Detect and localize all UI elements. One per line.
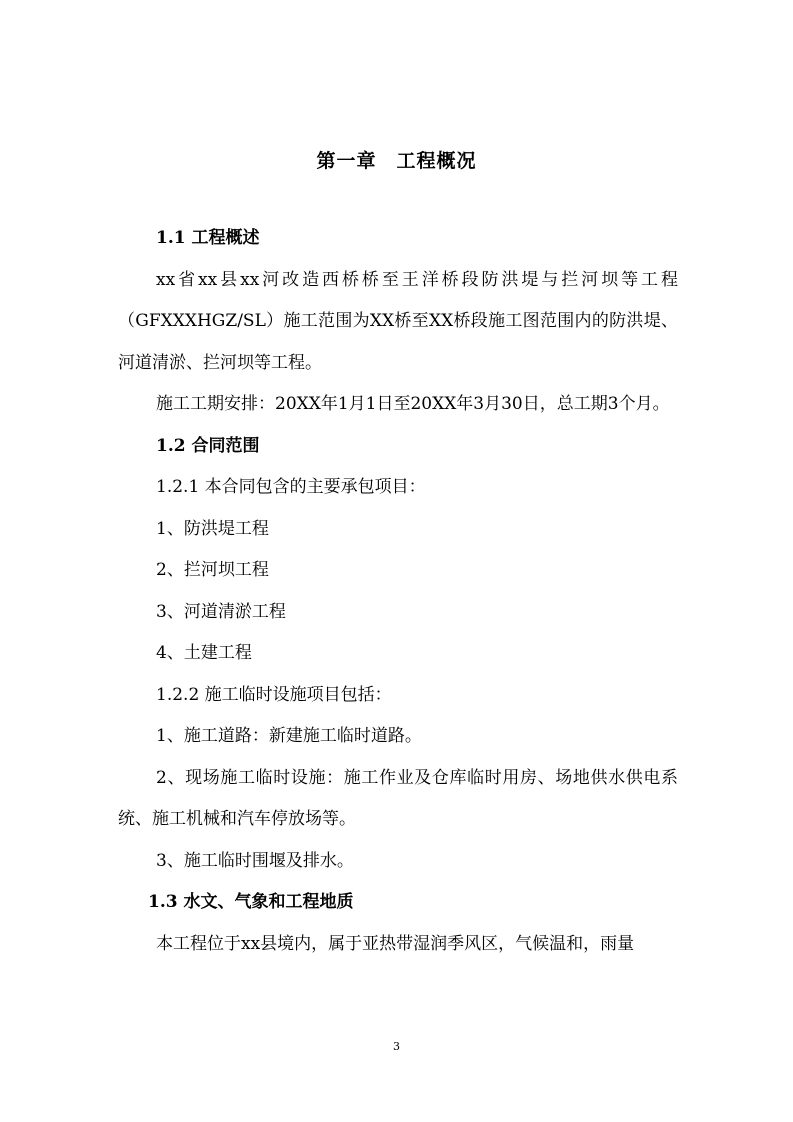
list-item: 3、施工临时围堰及排水。 <box>156 850 354 871</box>
section-heading-1-2: 1.2 合同范围 <box>156 435 260 456</box>
paragraph-project-overview: xx省xx县xx河改造西桥桥至王洋桥段防洪堤与拦河坝等工程（GFXXXHGZ/SL）施工范围为XX桥至XX桥段施工图范围内的防洪堤、河道清淤、拦河坝等工程。 <box>118 269 678 373</box>
list-item: 2、现场施工临时设施：施工作业及仓库临时用房、场地供水供电系统、施工机械和汽车停放场等。 <box>118 767 678 829</box>
list-item: 2、拦河坝工程 <box>156 560 269 580</box>
subsection-title-1-2-1: 1.2.1 本合同包含的主要承包项目： <box>156 477 426 497</box>
page-number: 3 <box>393 1040 400 1053</box>
body-text <box>118 218 678 965</box>
chapter-name: 工程概况 <box>396 150 477 172</box>
list-item: 1、施工道路：新建施工临时道路。 <box>156 726 422 746</box>
section-heading-1-3: 1.3 水文、气象和工程地质 <box>148 892 354 912</box>
subsection-title-1-2-2: 1.2.2 施工临时设施项目包括： <box>156 684 392 705</box>
paragraph-hydrology: 本工程位于xx县境内，属于亚热带湿润季风区，气候温和，雨量 <box>156 933 635 954</box>
chapter-title <box>0 146 793 173</box>
list-item: 3、河道清淤工程 <box>156 601 286 622</box>
paragraph-schedule: 施工工期安排：20XX年1月1日至20XX年3月30日，总工期3个月。 <box>156 394 670 414</box>
list-item: 4、土建工程 <box>156 643 252 663</box>
chapter-number: 第一章 <box>316 150 377 172</box>
section-heading-1-1: 1.1 工程概述 <box>156 228 260 248</box>
list-item: 1、防洪堤工程 <box>156 518 269 539</box>
